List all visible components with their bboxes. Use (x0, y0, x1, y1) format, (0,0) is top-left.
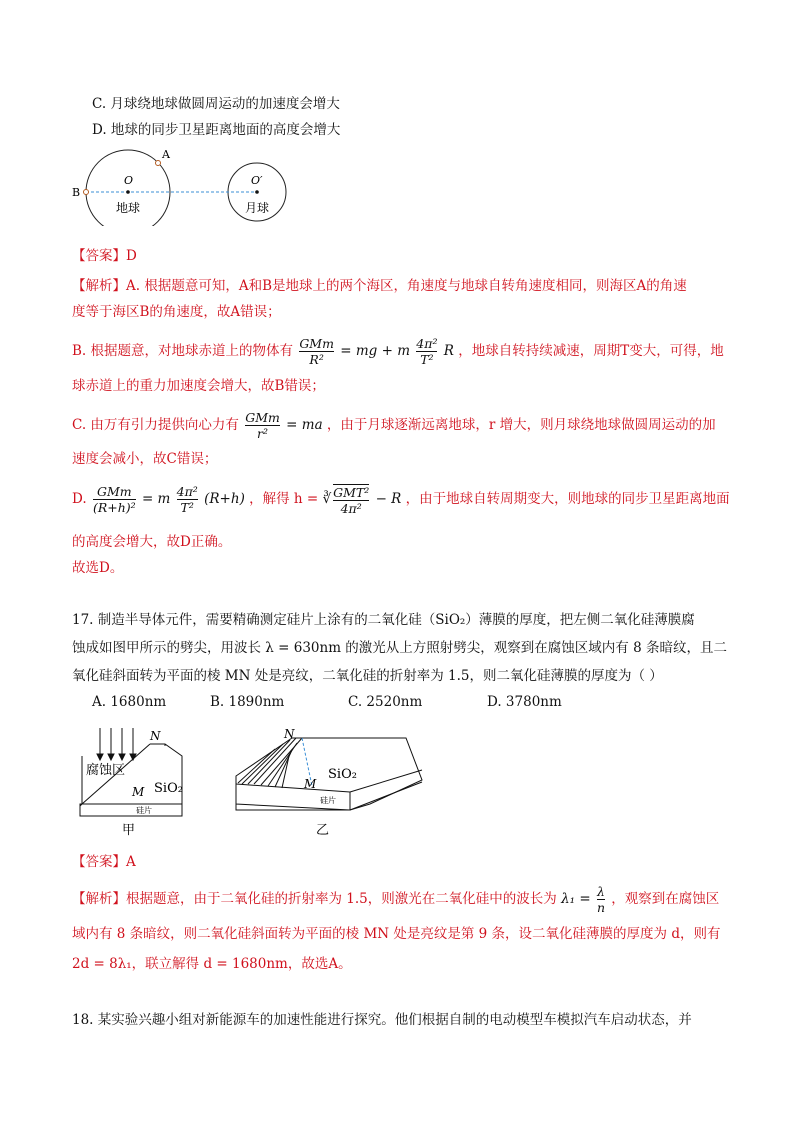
yi-label-m: M (304, 777, 317, 791)
q16-analysis-c-1: C. 由万有引力提供向心力有 GMm r² = ma ，由于月球逐渐远离地球，r 增大，则月球绕地球做圆周运动的加 (72, 410, 716, 441)
q16-analysis-b-2: 球赤道上的重力加速度会增大，故B错误； (72, 378, 325, 394)
jia-sio2-label: SiO₂ (154, 781, 183, 796)
jia-label-n: N (150, 729, 161, 743)
q17-analysis-2: 域内有 8 条暗纹，则二氧化硅斜面转为平面的棱 MN 处是亮纹是第 9 条，设二氧化硅薄膜的厚度为 d，则有 (72, 926, 721, 942)
jia-label-m: M (132, 785, 145, 799)
q17-stem-1: 17. 制造半导体元件，需要精确测定硅片上涂有的二氧化硅（SiO₂）薄膜的厚度，把左侧二氧化硅薄膜腐 (72, 612, 695, 628)
q18-stem-1: 18. 某实验兴趣小组对新能源车的加速性能进行探究。他们根据自制的电动模型车模拟汽车启动状态，并 (72, 1012, 692, 1028)
yi-sio2-label: SiO₂ (328, 767, 357, 782)
q16-analysis-d-1: D. GMm (R+h)² = m $\frac{\text{4π²}}{\text{T²}}$ (R+h) ，解得 h = ∛ GMT² 4π² − R ，由于地球自转周期变大，则地球的同步卫星距离地面 (72, 484, 730, 516)
q17-option-c: C. 2520nm (348, 694, 423, 710)
q17-option-a: A. 1680nm (92, 694, 167, 710)
q17-option-d: D. 3780nm (487, 694, 562, 710)
wedge-figure-yi (216, 726, 446, 842)
q16-analysis-a-1: 【解析】A. 根据题意可知，A和B是地球上的两个海区，角速度与地球自转角速度相同，则海区A的角速 (72, 278, 687, 294)
q16-analysis-b-1: B. 根据题意，对地球赤道上的物体有 GMm R² = mg + m $\frac{\text{4π²}}{\text{T²}}$ R ，地球自转持续减速，周期T变大，可得，地 (72, 336, 724, 367)
jia-silicon-label: 硅片 (136, 806, 152, 815)
q16-conclusion: 故选D。 (72, 560, 124, 576)
label-o: O (124, 174, 134, 187)
q17-answer: 【答案】A (72, 854, 136, 870)
jia-caption: 甲 (122, 823, 136, 838)
moon-label: 月球 (245, 201, 270, 215)
q16-analysis-d-2: 的高度会增大，故D正确。 (72, 534, 232, 550)
q16-analysis-a-2: 度等于海区B的角速度，故A错误； (72, 304, 281, 320)
label-o-prime: O′ (251, 174, 263, 187)
q17-analysis-3: 2d = 8λ₁，联立解得 d = 1680nm，故选A。 (72, 956, 352, 972)
earth-moon-figure (70, 146, 290, 226)
label-b: B (72, 186, 81, 199)
q16-analysis-c-2: 速度会减小，故C错误； (72, 451, 218, 467)
q17-stem-3: 氧化硅斜面转为平面的棱 MN 处是亮纹，二氧化硅的折射率为 1.5，则二氧化硅薄膜的厚度为（ ） (72, 668, 663, 684)
option-c: C. 月球绕地球做圆周运动的加速度会增大 (92, 96, 340, 112)
q17-analysis-1: 【解析】根据题意，由于二氧化硅的折射率为 1.5，则激光在二氧化硅中的波长为 λ₁ = $\frac{\lambda}{n}$ ，观察到在腐蚀区 (72, 884, 720, 915)
option-d: D. 地球的同步卫星距离地面的高度会增大 (92, 122, 341, 138)
q16-answer: 【答案】D (72, 248, 137, 264)
wedge-figure-jia (70, 726, 200, 842)
jia-corrosion-label: 腐蚀区 (86, 763, 126, 778)
earth-label: 地球 (116, 201, 141, 215)
q17-option-b: B. 1890nm (210, 694, 285, 710)
yi-silicon-label: 硅片 (320, 796, 336, 805)
label-a: A (162, 148, 170, 161)
q17-stem-2: 蚀成如图甲所示的劈尖，用波长 λ = 630nm 的激光从上方照射劈尖，观察到在腐蚀区域内有 8 条暗纹，且二 (72, 640, 727, 656)
yi-label-n: N (284, 727, 295, 741)
yi-caption: 乙 (316, 823, 330, 838)
